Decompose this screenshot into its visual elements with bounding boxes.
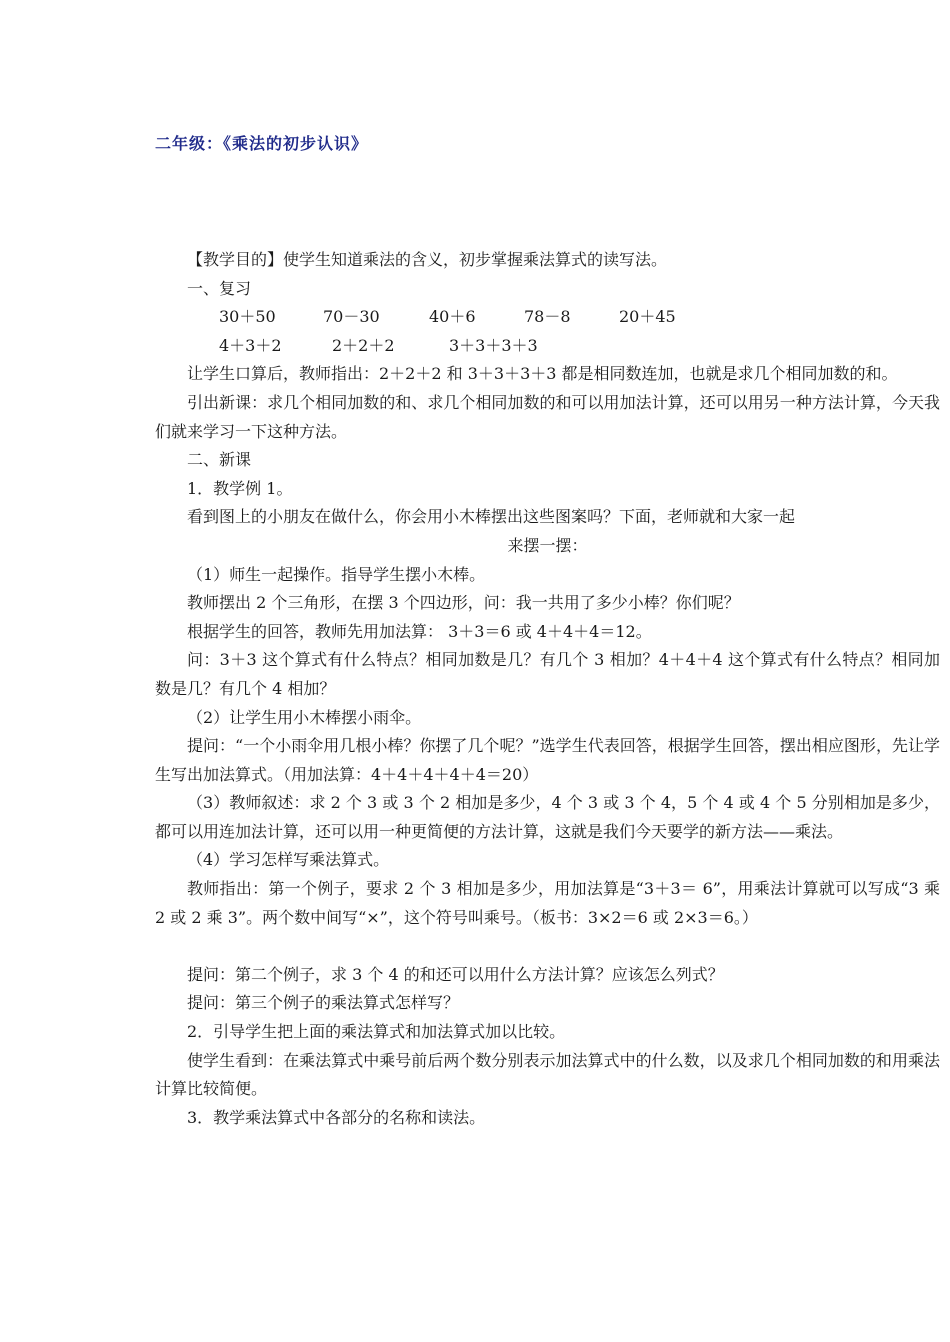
list-item: 1．教学例 1。 [187, 478, 293, 498]
paragraph: 提问：“一个小雨伞用几根小棒？你摆了几个呢？”选学生代表回答，根据学生回答，摆出相应图形，先让学生写出加法算式。（用加法算：4＋4＋4＋4＋4＝20） [155, 736, 940, 784]
review-expression: 30＋50 [219, 307, 276, 327]
list-item: 3．教学乘法算式中各部分的名称和读法。 [187, 1107, 486, 1127]
review-row-2 [155, 332, 940, 361]
list-item: 2．引导学生把上面的乘法算式和加法算式加以比较。 [187, 1022, 566, 1042]
review-expression: 2＋2＋2 [332, 335, 395, 355]
paragraph: 看到图上的小朋友在做什么，你会用小木棒摆出这些图案吗？下面，老师就和大家一起 [187, 507, 796, 527]
document-body [155, 246, 940, 1132]
paragraph: 引出新课：求几个相同加数的和、求几个相同加数的和可以用加法计算，还可以用另一种方法计算，今天我们就来学习一下这种方法。 [155, 392, 940, 441]
review-expression: 40＋6 [429, 307, 476, 327]
document-title: 二年级：《乘法的初步认识》 [155, 134, 369, 153]
section-heading-new-lesson: 二、新课 [187, 450, 252, 470]
list-item: （4）学习怎样写乘法算式。 [187, 850, 390, 870]
paragraph: 提问：第三个例子的乘法算式怎样写？ [187, 993, 460, 1013]
paragraph: 让学生口算后，教师指出：2＋2＋2 和 3＋3＋3＋3 都是相同数连加，也就是求几个相同加数的和。 [187, 364, 898, 384]
paragraph: 提问：第二个例子，求 3 个 4 的和还可以用什么方法计算？应该怎么列式？ [187, 964, 724, 984]
paragraph: 使学生看到：在乘法算式中乘号前后两个数分别表示加法算式中的什么数，以及求几个相同加数的和用乘法计算比较简便。 [155, 1050, 940, 1099]
review-expression: 3＋3＋3＋3 [449, 335, 538, 355]
review-expression: 70－30 [323, 307, 380, 327]
section-heading-review: 一、复习 [187, 278, 252, 298]
paragraph: 教师摆出 2 个三角形，在摆 3 个四边形，问：我一共用了多少小棒？你们呢？ [187, 593, 740, 613]
list-item: （1）师生一起操作。指导学生摆小木棒。 [187, 564, 486, 584]
paragraph: 根据学生的回答，教师先用加法算： 3＋3＝6 或 4＋4＋4＝12。 [187, 621, 652, 641]
list-item: （3）教师叙述：求 2 个 3 或 3 个 2 相加是多少，4 个 3 或 3 个 4，5 个 4 或 4 个 5 分别相加是多少，都可以用连加法计算，还可以用一种更简便的方法计算，这就是我们今天要学的新方法——乘法。 [155, 793, 940, 841]
list-item: （2）让学生用小木棒摆小雨伞。 [187, 707, 422, 727]
review-row-1 [155, 303, 940, 332]
review-expression: 78－8 [524, 307, 571, 327]
paragraph: 问：3＋3 这个算式有什么特点？相同加数是几？有几个 3 相加？4＋4＋4 这个算式有什么特点？相同加数是几？有几个 4 相加？ [155, 650, 940, 698]
review-expression: 20＋45 [619, 307, 676, 327]
paragraph-continuation: 来摆一摆： [507, 535, 588, 555]
blank-line [155, 932, 940, 961]
teaching-objective: 【教学目的】使学生知道乘法的含义，初步掌握乘法算式的读写法。 [187, 250, 668, 269]
review-expression: 4＋3＋2 [219, 335, 282, 355]
paragraph: 教师指出：第一个例子，要求 2 个 3 相加是多少，用加法算是“3＋3＝ 6”，用乘法计算就可以写成“3 乘 2 或 2 乘 3”。两个数中间写“×”，这个符号叫乘号。（板书：3×2＝6 或 2×3＝6。） [155, 879, 940, 927]
